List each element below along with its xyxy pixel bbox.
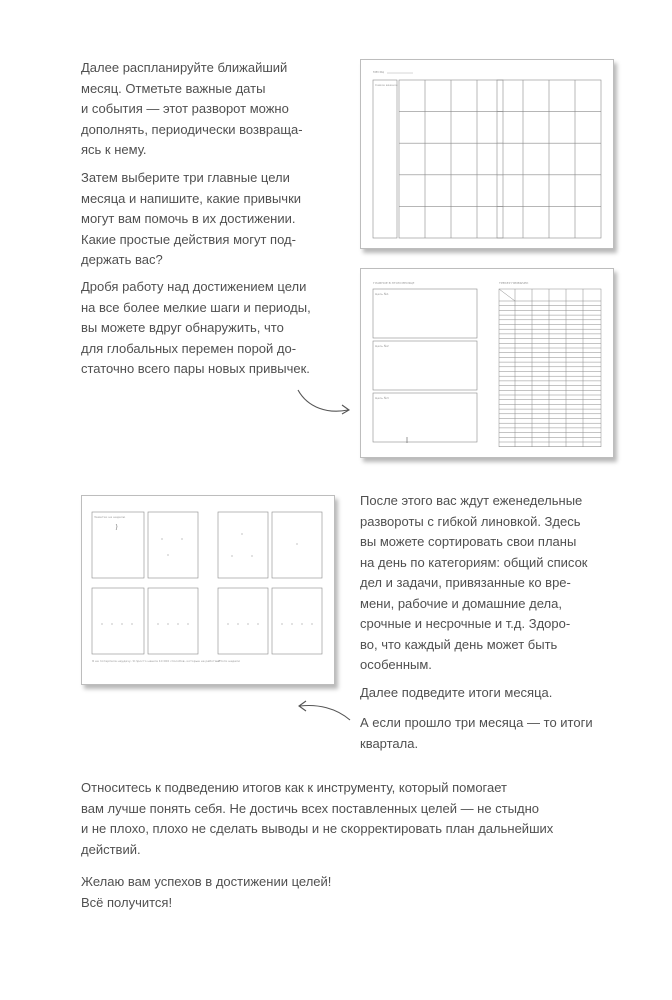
goal-3-label: Цель №3 <box>375 396 389 400</box>
week-notes-label: Заметки на неделю <box>94 515 126 519</box>
goals-tracker-thumbnail <box>360 268 614 458</box>
goals-section-title: ГЛАВНОЕ В ЭТОМ МЕСЯЦЕ <box>373 281 415 285</box>
intro-paragraph-2: Затем выберите три главные цели месяца и напишите, какие привычки могут вам помочь в их достижении. Какие простые действия могут под- держать вас? <box>81 170 302 267</box>
goal-2-label: Цель №2 <box>375 344 389 348</box>
weekly-paragraph-2: Далее подведите итоги месяца. <box>360 685 553 700</box>
weekly-paragraph-1: После этого вас ждут еженедельные развороты с гибкой линовкой. Здесь вы можете сортировать свои планы на день по категориям: общий список дел и задачи, привязанные ко вре- мени, рабочие и домашние дела, срочные и несрочные и т.д. Здоро- во, что каждый день может быть особенным. <box>360 493 588 672</box>
conclusion-paragraph-1: Относитесь к подведению итогов как к инструменту, который помогает вам лучше понять себя. Не достичь всех поставленных целей — не стыдно и не плохо, плохо не сделать выводы и не скорректировать план дальнейших действий. <box>81 780 554 857</box>
intro-paragraph-3: Дробя работу над достижением цели на все более мелкие шаги и периоды, вы можете вдруг обнаружить, что для глобальных перемен порой до- статочно всего пары новых привычек. <box>81 279 311 376</box>
curved-arrow-right-icon <box>294 384 356 418</box>
weekly-spread-thumbnail <box>81 495 335 685</box>
weekly-paragraph-3: А если прошло три месяца — то итоги квартала. <box>360 715 593 751</box>
month-spread-thumbnail <box>360 59 614 249</box>
week-quote: Я не потерпела неудачу. Я просто нашла 10 000 способов, которые не работают. <box>92 659 222 663</box>
month-notes-label: Самое важное <box>375 83 398 87</box>
conclusion-paragraph-2: Желаю вам успехов в достижении целей! Всё получится! <box>81 874 332 910</box>
habit-tracker-title: ТРЕКЕР ПРИВЫЧЕК <box>499 281 529 285</box>
curved-arrow-left-icon <box>292 696 354 726</box>
intro-paragraph-1: Далее распланируйте ближайший месяц. Отметьте важные даты и события — этот разворот можно дополнять, периодически возвраща- ясь к нему. <box>81 60 303 157</box>
goal-1-label: Цель №1 <box>375 292 389 296</box>
week-summary-label: Итоги недели <box>218 659 240 663</box>
habit-tracker-grid <box>499 289 601 447</box>
month-label: МЕСЯЦ <box>373 70 384 74</box>
